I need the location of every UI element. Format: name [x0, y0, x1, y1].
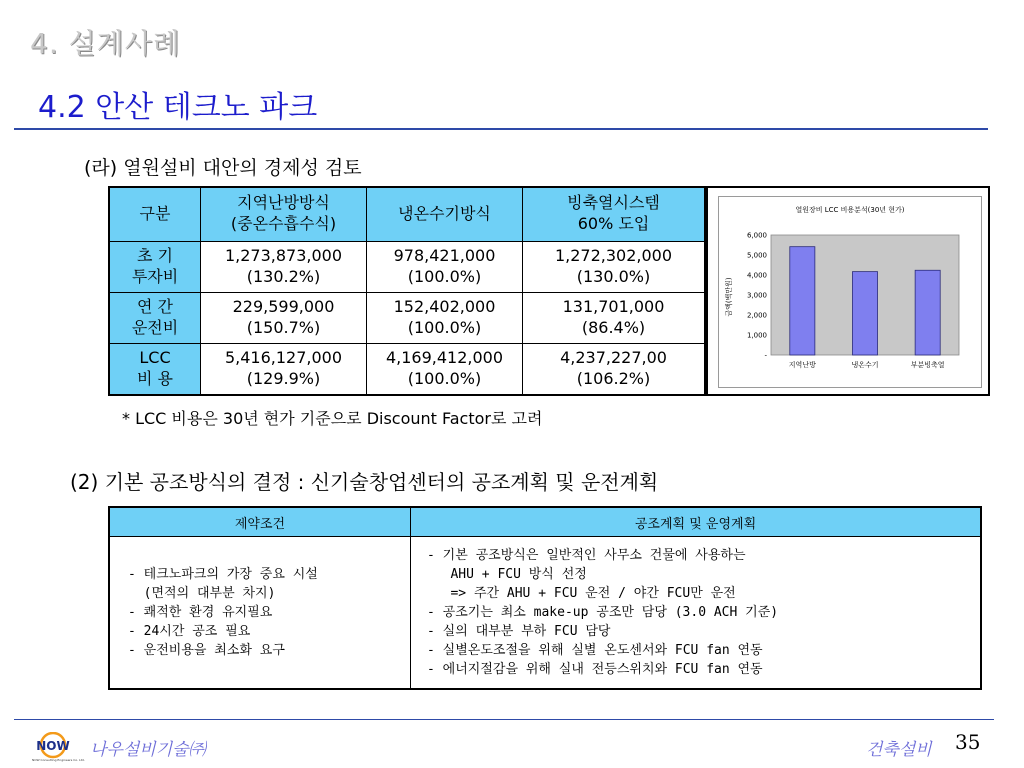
- list-item: - 에너지절감을 위해 실내 전등스위치와 FCU fan 연동: [427, 662, 763, 677]
- col-header-constraints: 제약조건: [109, 507, 411, 537]
- company-logo: [32, 732, 90, 762]
- list-item: - 실별온도조절을 위해 실별 온도센서와 FCU fan 연동: [427, 643, 763, 658]
- table-cell: 1,272,302,000 (130.0%): [523, 241, 706, 292]
- x-axis-labels: [789, 360, 945, 369]
- list-item: => 주간 AHU + FCU 운전 / 야간 FCU만 운전: [427, 586, 736, 601]
- constraints-cell: [109, 537, 411, 690]
- table-cell: 1,273,873,000 (130.2%): [201, 241, 367, 292]
- section-title: 4. 설계사례: [30, 27, 181, 60]
- ops-body-row: [109, 537, 981, 690]
- row-header-initial-cost: 초 기 투자비: [109, 241, 201, 292]
- x-tick-label: 부분빙축열: [910, 361, 945, 369]
- table-row: [109, 241, 705, 292]
- chart-frame: [706, 186, 990, 396]
- x-tick-label: 지역난방: [788, 361, 816, 369]
- lcc-bar-chart: [719, 197, 981, 387]
- x-tick-label: 냉온수기: [851, 361, 879, 369]
- plan-cell: [411, 537, 982, 690]
- y-tick-label: -: [764, 351, 767, 360]
- col-header-district-heating: 지역난방방식 (중온수흡수식): [201, 187, 367, 241]
- col-header-category: 구분: [109, 187, 201, 241]
- bar-0: [790, 247, 815, 355]
- page-number: 35: [955, 730, 981, 754]
- y-tick-label: 5,000: [746, 251, 767, 260]
- lcc-footnote: * LCC 비용은 30년 현가 기준으로 Discount Factor로 고려: [122, 409, 543, 428]
- table-cell: 4,237,227,00 (106.2%): [523, 343, 706, 395]
- table-cell: 5,416,127,000 (129.9%): [201, 343, 367, 395]
- bar-1: [852, 272, 877, 355]
- y-tick-label: 2,000: [746, 311, 767, 320]
- list-item: - 기본 공조방식은 일반적인 사무소 건물에 사용하는: [427, 548, 746, 563]
- list-item: - 실의 대부분 부하 FCU 담당: [427, 624, 611, 639]
- col-header-ice-storage: 빙축열시스템 60% 도입: [523, 187, 706, 241]
- table-cell: 4,169,412,000 (100.0%): [367, 343, 523, 395]
- y-axis-ticks: [747, 232, 768, 360]
- y-tick-label: 3,000: [746, 291, 767, 300]
- y-tick-label: 4,000: [746, 271, 767, 280]
- table-cell: 152,402,000 (100.0%): [367, 292, 523, 343]
- row-header-lcc: LCC 비 용: [109, 343, 201, 395]
- footer-divider: [14, 719, 994, 720]
- y-tick-label: 1,000: [746, 331, 767, 340]
- chart-title: 열원장비 LCC 비용분석(30년 현가): [795, 206, 905, 214]
- table-row: [109, 343, 705, 395]
- bar-2: [915, 270, 940, 355]
- table-cell: 229,599,000 (150.7%): [201, 292, 367, 343]
- chart-panel: [718, 196, 982, 388]
- chart-y-axis-label: 금액(백만원): [725, 277, 733, 317]
- list-item: - 쾌적한 환경 유지필요: [128, 605, 273, 620]
- y-tick-label: 6,000: [746, 231, 767, 240]
- list-item: (면적의 대부분 차지): [128, 586, 276, 601]
- row-header-annual-cost: 연 간 운전비: [109, 292, 201, 343]
- plan-list: [427, 546, 980, 679]
- list-item: - 24시간 공조 필요: [128, 624, 251, 639]
- list-item: - 테크노파크의 가장 중요 시설: [128, 567, 318, 582]
- list-item: - 운전비용을 최소화 요구: [128, 643, 285, 658]
- economics-table: [108, 186, 706, 396]
- list-item: - 공조기는 최소 make-up 공조만 담당 (3.0 ACH 기준): [427, 605, 779, 620]
- col-header-chiller-heater: 냉온수기방식: [367, 187, 523, 241]
- logo-subtext: NOW Consulting Engineers Co. Ltd.: [32, 758, 85, 762]
- section-b-heading: (2) 기본 공조방식의 결정 : 신기술창업센터의 공조계획 및 운전계획: [70, 470, 659, 494]
- table-row: [109, 292, 705, 343]
- table-cell: 978,421,000 (100.0%): [367, 241, 523, 292]
- list-item: AHU + FCU 방식 선정: [427, 567, 587, 582]
- company-name: 나우설비기술㈜: [90, 740, 206, 760]
- logo-wordmark: NOW: [36, 739, 70, 753]
- hvac-plan-table: [108, 506, 982, 690]
- page-title: 4.2 안산 테크노 파크: [38, 90, 318, 125]
- department-name: 건축설비: [866, 740, 932, 760]
- economics-header-row: [109, 187, 705, 241]
- constraints-list: [128, 565, 410, 660]
- table-cell: 131,701,000 (86.4%): [523, 292, 706, 343]
- section-a-heading: (라) 열원설비 대안의 경제성 검토: [84, 157, 362, 179]
- title-divider: [14, 128, 988, 130]
- col-header-plan: 공조계획 및 운영계획: [411, 507, 982, 537]
- ops-header-row: [109, 507, 981, 537]
